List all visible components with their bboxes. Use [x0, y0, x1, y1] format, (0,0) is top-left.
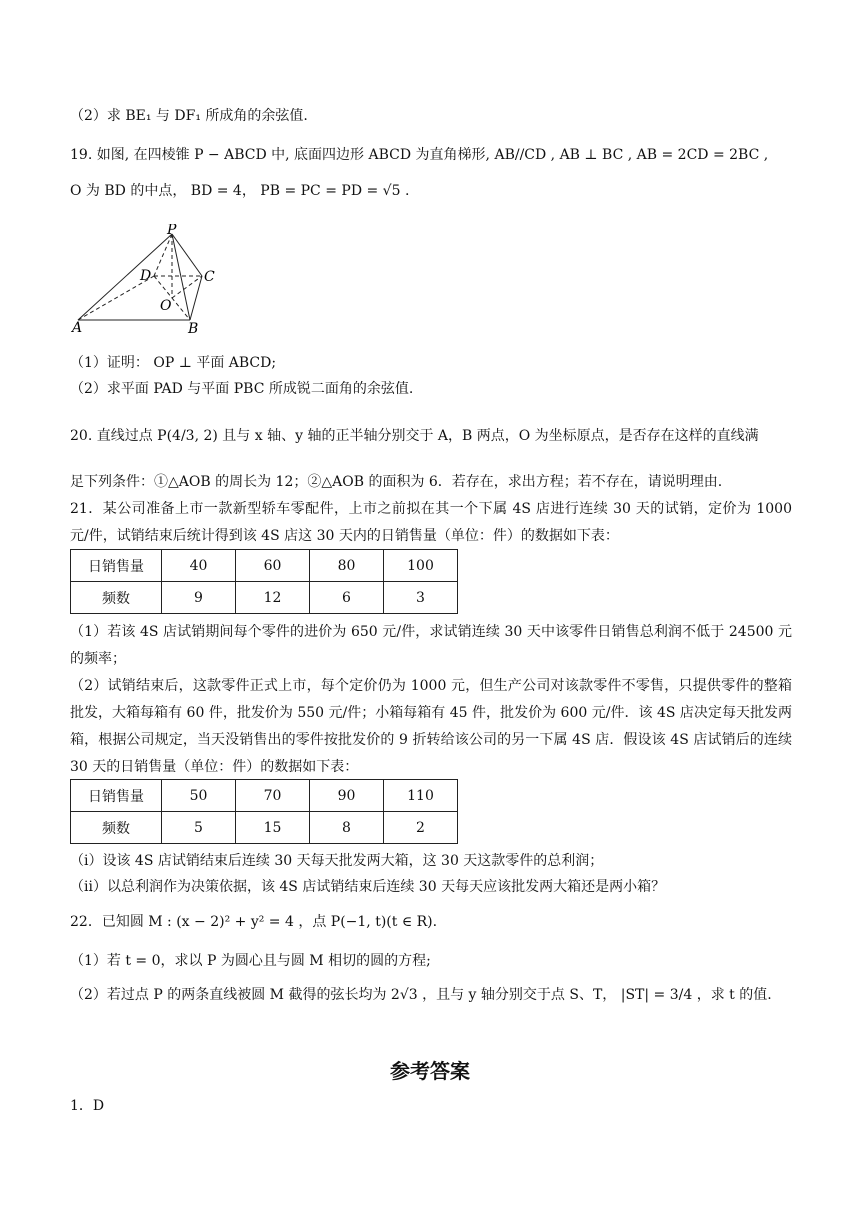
- table-cell: 60: [236, 550, 310, 582]
- q19-part2: （2）求平面 PAD 与平面 PBC 所成锐二面角的余弦值.: [70, 381, 414, 397]
- table-daily-sales-after: [70, 779, 458, 844]
- q21-intro: 21．某公司准备上市一款新型轿车零配件，上市之前拟在其一个下属 4S 店进行连续 30 天的试销，定价为 1000 元/件，试销结束后统计得到该 4S 店这 30 天内的日销售量（单位：件）的数据如下表：: [70, 501, 792, 544]
- q21-subpart-ii: （ⅱ）以总利润作为决策依据，该 4S 店试销结束后连续 30 天每天应该批发两大箱还是两小箱？: [70, 879, 666, 895]
- table-daily-sales-trial: [70, 549, 458, 614]
- table-header-cell: 日销售量: [71, 550, 162, 582]
- vertex-label-p: P: [167, 224, 177, 238]
- table-header-cell: 日销售量: [71, 780, 162, 812]
- vertex-label-d: D: [140, 268, 152, 284]
- q19-stem-line1: 19. 如图, 在四棱锥 P − ABCD 中, 底面四边形 ABCD 为直角梯形, AB//CD , AB ⊥ BC , AB = 2CD = 2BC ,: [70, 147, 769, 163]
- table-cell: 40: [162, 550, 236, 582]
- table-header-cell: 频数: [71, 812, 162, 844]
- table-cell: 6: [310, 582, 384, 614]
- q19-stem-line2: O 为 BD 的中点， BD = 4， PB = PC = PD = √5 .: [70, 183, 410, 199]
- table-row: [71, 582, 458, 614]
- vertex-label-b: B: [188, 321, 199, 336]
- answers-heading: 参考答案: [390, 1059, 470, 1083]
- q19-part1: （1）证明： OP ⊥ 平面 ABCD;: [70, 355, 277, 371]
- q22-part1: （1）若 t = 0，求以 P 为圆心且与圆 M 相切的圆的方程;: [70, 953, 431, 969]
- q22-stem: 22．已知圆 M : (x − 2)² + y² = 4 ，点 P(−1, t)(t ∈ R).: [70, 914, 438, 930]
- table-cell: 5: [162, 812, 236, 844]
- vertex-label-c: C: [204, 269, 215, 285]
- table-cell: 70: [236, 780, 310, 812]
- table-row: [71, 780, 458, 812]
- table-cell: 90: [310, 780, 384, 812]
- table-cell: 2: [384, 812, 458, 844]
- table-row: [71, 812, 458, 844]
- vertex-label-a: A: [72, 320, 83, 336]
- q18-part2: （2）求 BE₁ 与 DF₁ 所成角的余弦值.: [70, 108, 308, 124]
- table-header-cell: 频数: [71, 582, 162, 614]
- q22-part2: （2）若过点 P 的两条直线被圆 M 截得的弦长均为 2√3 ，且与 y 轴分别交于点 S、T， |ST| = 3/4 ，求 t 的值.: [70, 987, 772, 1003]
- q21-subpart-i: （ⅰ）设该 4S 店试销结束后连续 30 天每天批发两大箱，这 30 天这款零件的总利润；: [70, 853, 604, 869]
- table-cell: 110: [384, 780, 458, 812]
- table-row: [71, 550, 458, 582]
- table-cell: 15: [236, 812, 310, 844]
- q20-stem-line2: 足下列条件：①△AOB 的周长为 12；②△AOB 的面积为 6．若存在，求出方程；若不存在，请说明理由.: [70, 474, 723, 490]
- q21-part2: （2）试销结束后，这款零件正式上市，每个定价仍为 1000 元，但生产公司对该款零件不零售，只提供零件的整箱批发，大箱每箱有 60 件，批发价为 550 元/件；小箱每箱有 45 件，批发价为 600 元/件．该 4S 店决定每天批发两箱，根据公司规定，当天没销售出的零件按批发价的 9 折转给该公司的另一下属 4S 店．假设该 4S 店试销后的连续 30 天的日销售量（单位：件）的数据如下表：: [70, 678, 792, 775]
- q20-stem-line1: 20. 直线过点 P(4/3, 2) 且与 x 轴、y 轴的正半轴分别交于 A，B 两点，O 为坐标原点，是否存在这样的直线满: [70, 428, 759, 444]
- vertex-label-o: O: [160, 298, 172, 314]
- pyramid-figure: [70, 224, 230, 336]
- table-cell: 8: [310, 812, 384, 844]
- table-cell: 9: [162, 582, 236, 614]
- q21-part1: （1）若该 4S 店试销期间每个零件的进价为 650 元/件，求试销连续 30 天中该零件日销售总利润不低于 24500 元的频率；: [70, 624, 792, 667]
- table-cell: 50: [162, 780, 236, 812]
- table-cell: 3: [384, 582, 458, 614]
- answer-1: 1．D: [70, 1098, 105, 1114]
- table-cell: 80: [310, 550, 384, 582]
- table-cell: 100: [384, 550, 458, 582]
- table-cell: 12: [236, 582, 310, 614]
